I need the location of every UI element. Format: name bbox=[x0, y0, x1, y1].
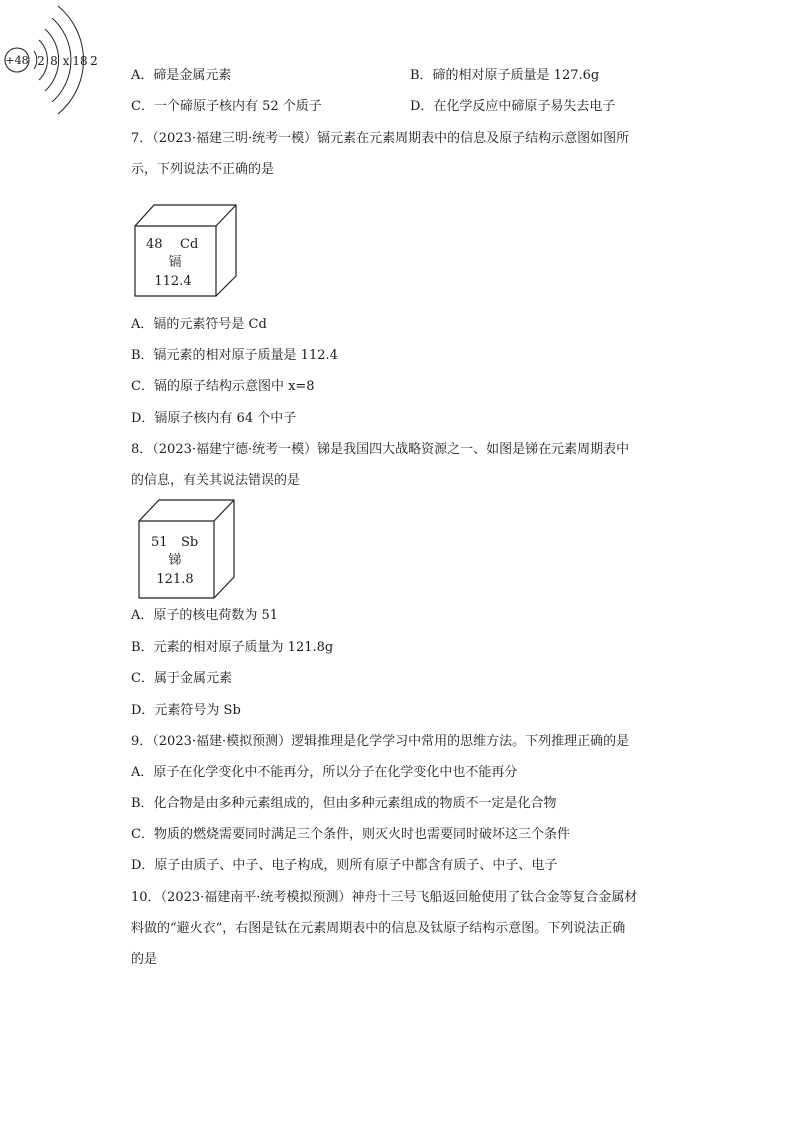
q8-option-c: C．属于金属元素 bbox=[131, 671, 232, 686]
nucleus-charge: +48 bbox=[5, 54, 29, 67]
q9-stem: 9．（2023·福建·模拟预测）逻辑推理是化学学习中常用的思维方法。下列推理正确的是 bbox=[131, 734, 630, 749]
q8-option-d: D．元素符号为 Sb bbox=[131, 703, 241, 718]
q7-option-a: A．镉的元素符号是 Cd bbox=[131, 317, 267, 332]
q6-option-c: C．一个碲原子核内有 52 个质子 bbox=[131, 99, 322, 114]
sb-symbol: Sb bbox=[181, 535, 199, 550]
q9-option-b: B．化合物是由多种元素组成的，但由多种元素组成的物质不一定是化合物 bbox=[131, 796, 557, 811]
q10-stem-line1: 10．（2023·福建南平·统考模拟预测）神舟十三号飞船返回舱使用了钛合金等复合金属材 bbox=[131, 890, 638, 905]
q8-option-a: A．原子的核电荷数为 51 bbox=[131, 608, 279, 623]
cadmium-element-card bbox=[134, 204, 240, 298]
sb-name: 锑 bbox=[168, 553, 182, 568]
antimony-element-card bbox=[138, 499, 238, 600]
q7-stem-line2: 示，下列说法不正确的是 bbox=[131, 162, 275, 177]
q9-option-a: A．原子在化学变化中不能再分，所以分子在化学变化中也不能再分 bbox=[131, 765, 518, 780]
cd-name: 镉 bbox=[168, 255, 182, 270]
cd-atomic-mass: 112.4 bbox=[154, 274, 192, 289]
q6-option-a: A．碲是金属元素 bbox=[131, 68, 232, 83]
q6-option-b: B．碲的相对原子质量是 127.6g bbox=[410, 68, 600, 83]
q10-stem-line2: 料做的“避火衣”，右图是钛在元素周期表中的信息及钛原子结构示意图。下列说法正确 bbox=[131, 921, 626, 936]
q7-stem-line1: 7．（2023·福建三明·统考一模）镉元素在元素周期表中的信息及原子结构示意图如图所 bbox=[131, 131, 630, 146]
q7-option-d: D．镉原子核内有 64 个中子 bbox=[131, 411, 297, 426]
shell-5-electrons: 2 bbox=[90, 54, 98, 68]
sb-atomic-mass: 121.8 bbox=[156, 572, 194, 587]
shell-1-electrons: 2 bbox=[37, 54, 45, 68]
q9-option-c: C．物质的燃烧需要同时满足三个条件，则灭火时也需要同时破坏这三个条件 bbox=[131, 827, 570, 842]
q7-option-b: B．镉元素的相对原子质量是 112.4 bbox=[131, 348, 338, 363]
shell-4-electrons: 18 bbox=[72, 54, 88, 68]
q7-option-c: C．镉的原子结构示意图中 x=8 bbox=[131, 379, 315, 394]
cd-atomic-number: 48 bbox=[146, 237, 163, 252]
sb-atomic-number: 51 bbox=[151, 535, 168, 550]
q8-stem-line2: 的信息，有关其说法错误的是 bbox=[131, 473, 301, 488]
q8-option-b: B．元素的相对原子质量为 121.8g bbox=[131, 640, 334, 655]
q10-stem-line3: 的是 bbox=[131, 952, 158, 967]
shell-3-electrons: x bbox=[62, 54, 70, 68]
q6-option-d: D．在化学反应中碲原子易失去电子 bbox=[410, 99, 616, 114]
q8-stem-line1: 8．（2023·福建宁德·统考一模）锑是我国四大战略资源之一、如图是锑在元素周期表中 bbox=[131, 442, 630, 457]
shell-2-electrons: 8 bbox=[50, 54, 58, 68]
cd-symbol: Cd bbox=[180, 237, 199, 252]
cadmium-atom-structure-diagram bbox=[0, 0, 100, 120]
q9-option-d: D．原子由质子、中子、电子构成，则所有原子中都含有质子、中子、电子 bbox=[131, 858, 558, 873]
